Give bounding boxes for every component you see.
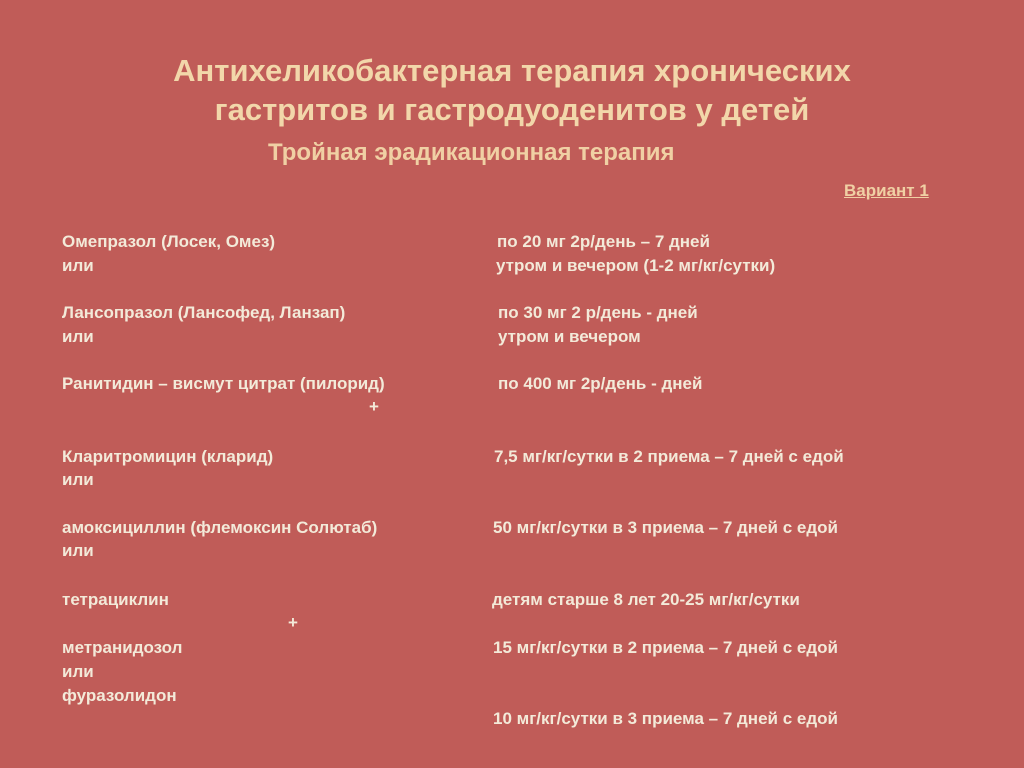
drug-name: Омепразол (Лосек, Омез)	[62, 232, 276, 251]
drug-name: амоксициллин (флемоксин Солютаб)	[62, 518, 378, 537]
plus-sign: +	[369, 397, 379, 416]
connector-or: или	[62, 470, 94, 489]
connector-or: или	[62, 327, 94, 346]
connector-or: или	[62, 256, 94, 275]
drug-dose: по 400 мг 2р/день - дней	[498, 374, 703, 393]
connector-or: или	[62, 662, 94, 681]
drug-dose: по 30 мг 2 р/день - дней	[498, 303, 698, 322]
drug-name: Ранитидин – висмут цитрат (пилорид)	[62, 374, 385, 393]
drug-dose: детям старше 8 лет 20-25 мг/кг/сутки	[492, 590, 800, 609]
drug-dose: 15 мг/кг/сутки в 2 приема – 7 дней с едой	[493, 638, 838, 657]
variant-label: Вариант 1	[844, 181, 929, 200]
drug-name: Лансопразол (Лансофед, Ланзап)	[62, 303, 346, 322]
drug-name: Кларитромицин (кларид)	[62, 447, 274, 466]
plus-sign: +	[288, 613, 298, 632]
drug-dose: по 20 мг 2р/день – 7 дней	[497, 232, 710, 251]
drug-dose: 50 мг/кг/сутки в 3 приема – 7 дней с едой	[493, 518, 838, 537]
connector-or: или	[62, 541, 94, 560]
drug-name: метранидозол	[62, 638, 183, 657]
drug-name: фуразолидон	[62, 686, 177, 705]
slide-title-line1: Антихеликобактерная терапия хронических	[173, 53, 851, 88]
slide-subtitle: Тройная эрадикационная терапия	[268, 139, 675, 166]
drug-dose: утром и вечером (1-2 мг/кг/сутки)	[496, 256, 776, 275]
slide-title-line2: гастритов и гастродуоденитов у детей	[214, 92, 810, 127]
drug-dose: утром и вечером	[498, 327, 641, 346]
drug-name: тетрациклин	[62, 590, 169, 609]
drug-dose: 10 мг/кг/сутки в 3 приема – 7 дней с едой	[493, 709, 838, 728]
drug-dose: 7,5 мг/кг/сутки в 2 приема – 7 дней с едой	[494, 447, 844, 466]
